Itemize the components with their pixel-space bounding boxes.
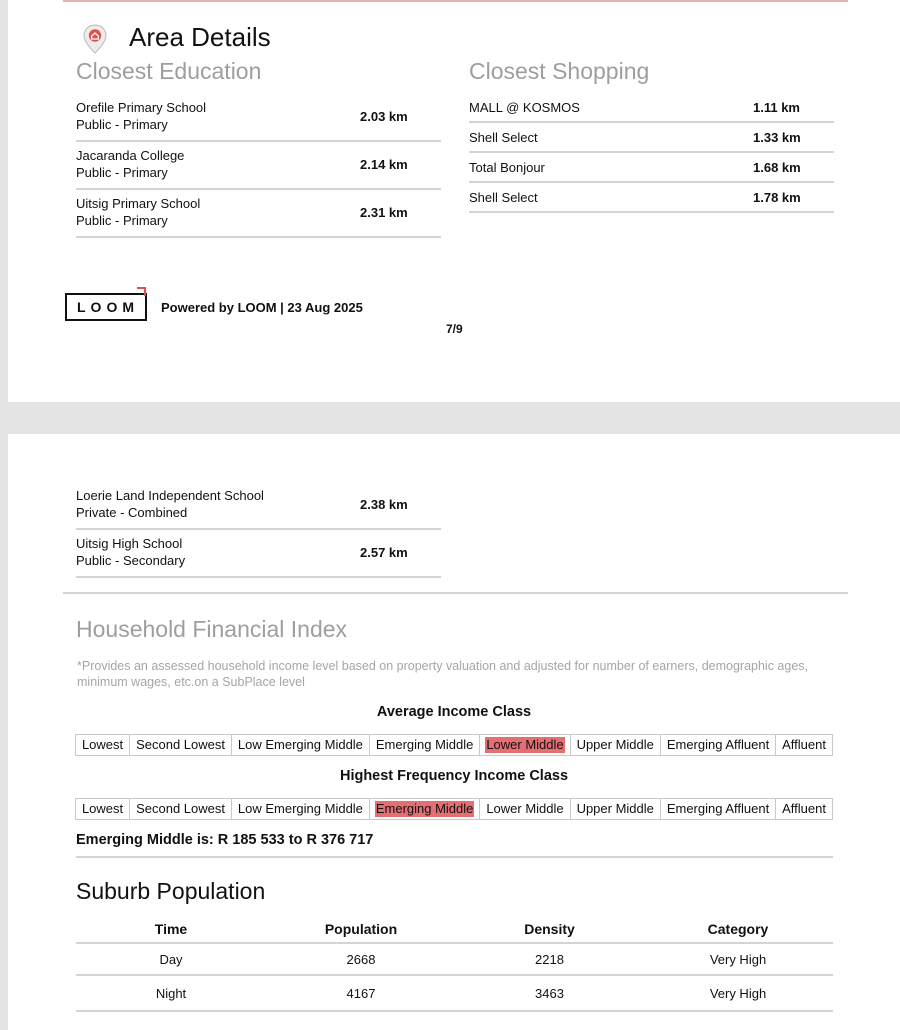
school-distance: 2.31 km — [360, 205, 408, 220]
income-class-cell — [370, 799, 480, 819]
table-row — [76, 976, 833, 1012]
population-table — [76, 916, 833, 1012]
shopping-list — [469, 93, 834, 213]
income-class-cell — [661, 799, 776, 819]
powered-by-text: Powered by LOOM | 23 Aug 2025 — [161, 300, 363, 315]
list-item — [469, 123, 834, 153]
income-range-text: Emerging Middle is: R 185 533 to R 376 717 — [76, 832, 374, 848]
closest-education-heading: Closest Education — [76, 58, 262, 84]
school-distance: 2.57 km — [360, 545, 408, 560]
section-divider — [63, 592, 848, 594]
income-class-label: Low Emerging Middle — [237, 801, 363, 816]
report-page-8 — [8, 434, 900, 1030]
closest-shopping-heading: Closest Shopping — [469, 58, 650, 84]
school-name: Uitsig High School — [76, 536, 183, 551]
income-class-label: Affluent — [782, 737, 826, 752]
financial-index-note: *Provides an assessed household income level based on property valuation and adjusted for number of earners, demographic ages, minimum wages, etc.on a SubPlace level — [77, 659, 809, 689]
table-cell: Very High — [709, 951, 767, 967]
school-type: Public - Primary — [76, 165, 168, 180]
school-name: Orefile Primary School — [76, 100, 207, 115]
list-item — [76, 190, 441, 238]
income-class-cell — [76, 735, 130, 755]
school-distance: 2.03 km — [360, 109, 408, 124]
income-class-label: Affluent — [782, 801, 826, 816]
school-name: Uitsig Primary School — [76, 196, 201, 211]
income-class-selected: Lower Middle — [486, 737, 564, 752]
income-class-label: Emerging Affluent — [666, 737, 770, 752]
income-class-cell — [130, 735, 232, 755]
shop-name: Shell Select — [469, 190, 538, 205]
list-item — [76, 530, 441, 578]
average-income-caption: Average Income Class — [376, 704, 532, 720]
income-class-cell — [661, 735, 776, 755]
financial-index-heading: Household Financial Index — [76, 616, 348, 642]
income-class-label: Second Lowest — [136, 801, 225, 816]
income-class-cell — [776, 799, 832, 819]
shop-name: MALL @ KOSMOS — [469, 100, 580, 115]
income-class-label: Lower Middle — [486, 801, 564, 816]
table-cell: 3463 — [535, 985, 564, 1001]
income-class-cell — [480, 735, 570, 755]
shop-distance: 1.11 km — [753, 100, 800, 115]
section-divider — [76, 856, 833, 858]
income-class-label: Emerging Affluent — [666, 801, 770, 816]
income-class-label: Second Lowest — [136, 737, 225, 752]
income-class-cell — [370, 735, 480, 755]
loom-logo: LOOM — [65, 293, 147, 321]
income-class-cell — [232, 735, 370, 755]
table-cell: Day — [159, 951, 183, 967]
suburb-population-heading: Suburb Population — [76, 878, 266, 904]
list-item — [469, 153, 834, 183]
income-class-cell — [76, 799, 130, 819]
list-item — [469, 93, 834, 123]
school-name: Jacaranda College — [76, 148, 185, 163]
column-header: Category — [707, 921, 769, 937]
table-cell: 2668 — [346, 951, 376, 967]
income-class-label: Upper Middle — [576, 801, 654, 816]
income-class-cell — [130, 799, 232, 819]
column-header: Density — [524, 921, 575, 937]
top-accent-line — [63, 0, 848, 2]
list-item — [469, 183, 834, 213]
school-distance: 2.38 km — [360, 497, 408, 512]
page-number: 7/9 — [446, 322, 463, 336]
income-class-label: Low Emerging Middle — [237, 737, 363, 752]
shop-distance: 1.68 km — [753, 160, 801, 175]
table-cell: 2218 — [535, 951, 564, 967]
school-type: Private - Combined — [76, 505, 188, 520]
school-distance: 2.14 km — [360, 157, 408, 172]
page-title: Area Details — [129, 22, 271, 52]
income-class-cell — [480, 799, 570, 819]
education-list-continued — [76, 482, 441, 578]
school-type: Public - Primary — [76, 117, 168, 132]
table-cell: 4167 — [346, 985, 376, 1001]
income-class-selected: Emerging Middle — [375, 801, 474, 816]
average-income-scale — [75, 734, 833, 756]
report-page-7 — [8, 0, 900, 402]
column-header: Population — [324, 921, 398, 937]
table-cell: Very High — [709, 985, 767, 1001]
frequency-income-scale — [75, 798, 833, 820]
table-cell: Night — [155, 985, 187, 1001]
income-class-label: Emerging Middle — [375, 737, 474, 752]
location-pin-icon — [82, 24, 108, 54]
income-class-cell — [232, 799, 370, 819]
list-item — [76, 482, 441, 530]
list-item — [76, 94, 441, 142]
income-class-cell — [571, 799, 661, 819]
shop-name: Total Bonjour — [469, 160, 545, 175]
shop-distance: 1.33 km — [753, 130, 801, 145]
school-type: Public - Primary — [76, 213, 168, 228]
income-class-label: Lowest — [81, 801, 124, 816]
table-header-row — [76, 916, 833, 944]
column-header: Time — [154, 921, 188, 937]
list-item — [76, 142, 441, 190]
shop-distance: 1.78 km — [753, 190, 801, 205]
income-class-label: Upper Middle — [576, 737, 654, 752]
income-class-cell — [776, 735, 832, 755]
table-row — [76, 944, 833, 976]
school-type: Public - Secondary — [76, 553, 186, 568]
shop-name: Shell Select — [469, 130, 538, 145]
education-list — [76, 94, 441, 238]
school-name: Loerie Land Independent School — [76, 488, 264, 503]
income-class-cell — [571, 735, 661, 755]
frequency-income-caption: Highest Frequency Income Class — [339, 768, 569, 784]
income-class-label: Lowest — [81, 737, 124, 752]
logo-accent-mark — [137, 287, 146, 296]
